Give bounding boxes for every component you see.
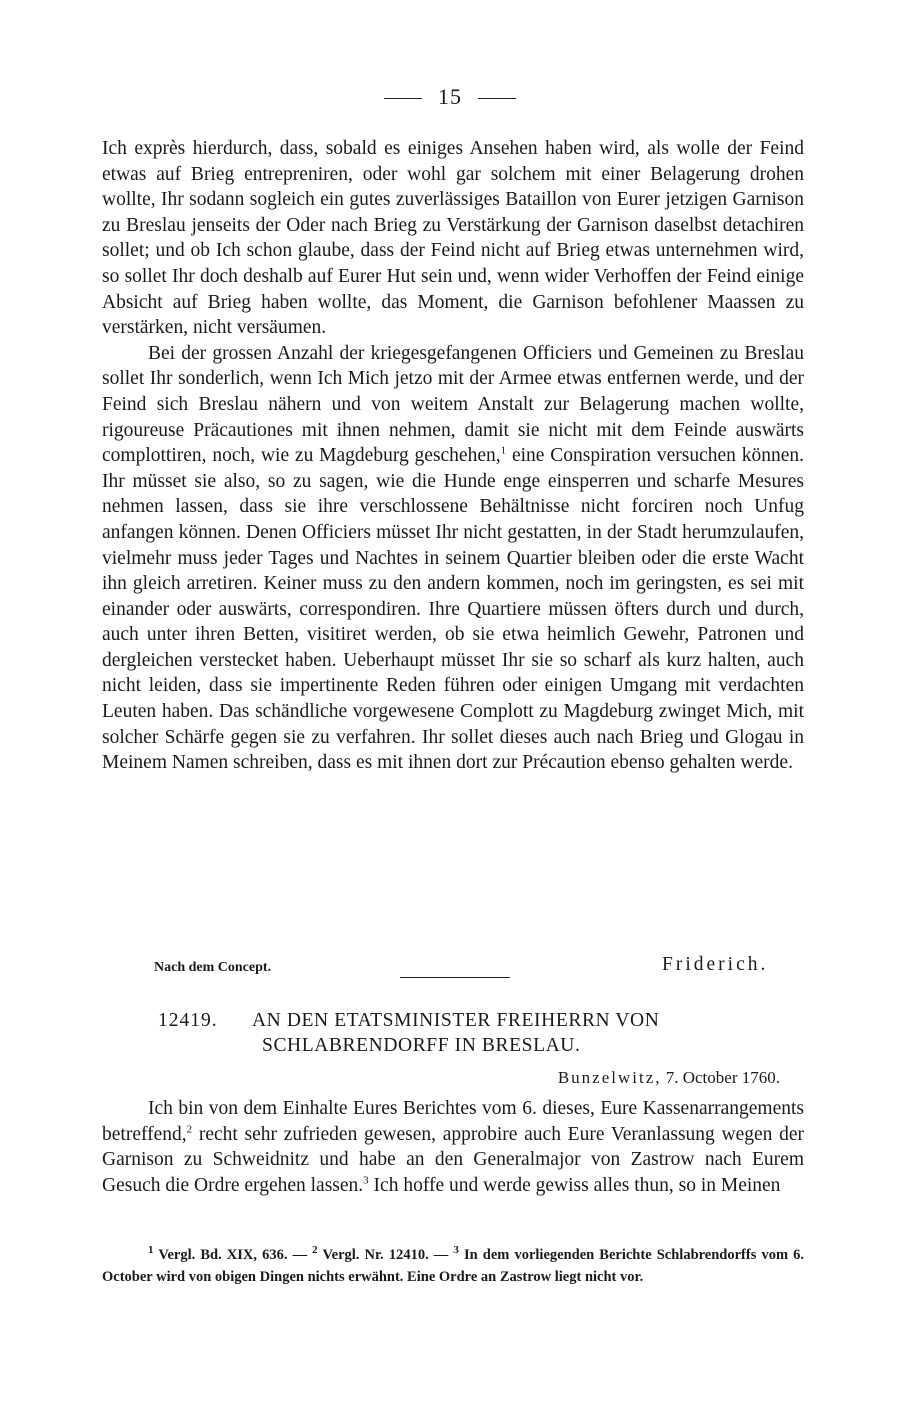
footnote-2-text: Vergl. Nr. 12410. — [322,1247,449,1263]
dateline [558,1068,780,1088]
footnote-3-mark: 3 [453,1244,459,1257]
separator-rule [400,977,510,978]
footnotes [102,1244,804,1288]
letter1-paragraph-2 [102,341,804,776]
source-note: Nach dem Concept. [154,960,272,975]
signature: Friderich. [662,954,769,975]
footnote-3-text: In dem vorliegenden Berichte Schlabrendorffs vom 6. October wird von obigen Dingen nichts erwähnt. Eine Ordre an Zastrow liegt nicht vor. [102,1247,804,1285]
dateline-place: Bunzelwitz, [557,1068,662,1087]
letter1-paragraph-2-part1: Bei der grossen Anzahl der kriegesgefangenen Officiers und Gemeinen zu Breslau sollet Ihr sonderlich, wenn Ich Mich jetzo mit der Armee etwas entfernen werde, und der Feind sich Breslau nähern und von weitem Anstalt zur Belagerung machen wollte, rigoureuse Präcautiones mit ihnen nehmen, damit sie nicht mit dem Feinde auswärts complottiren, noch, wie zu Magdeburg geschehen, [102,342,804,467]
letter2-text-1: Ich bin von dem Einhalte Eures Berichtes vom 6. dieses, Eure Kassenarrangements betreffend, [102,1098,804,1145]
letter2-text-3: Ich hoffe und werde gewiss alles thun, so in Meinen [373,1174,781,1196]
footnote-1-text: Vergl. Bd. XIX, 636. — [158,1247,308,1263]
heading-line-2: SCHLABRENDORFF IN BRESLAU. [262,1035,581,1056]
letter-continuation [102,136,804,776]
letter2-text-2: recht sehr zufrieden gewesen, approbire auch Eure Veranlassung wegen der Garnison zu Schweidnitz und habe an den Generalmajor von Zastrow nach Eurem Gesuch die Ordre ergehen lassen. [102,1123,804,1196]
header-dash-left [384,98,422,99]
footnotes-block [102,1244,804,1288]
letter-12419-body [102,1096,804,1198]
letter1-paragraph-1: Ich exprès hierdurch, dass, sobald es einiges Ansehen haben wird, als wolle der Feind etwas auf Brieg entrepreniren, oder wohl gar solchem mit einer Belagerung drohen wollte, Ihr sodann sogleich ein gutes zuverlässiges Bataillon von Eurer jetzigen Garnison zu Breslau jenseits der Oder nach Brieg zu Verstärkung der Garnison daselbst detachiren sollet; und ob Ich schon glaube, dass der Feind nicht auf Brieg etwas unternehmen wird, so sollet Ihr doch deshalb auf Eurer Hut sein und, wenn wider Verhoffen der Feind einige Absicht auf Brieg haben wollte, das Moment, die Garnison befohlener Maassen zu verstärken, nicht versäumen. [102,138,804,339]
page-number: 15 [438,84,462,109]
letter1-paragraph-2-part2: eine Conspiration versuchen können. Ihr müsset sie also, so zu sagen, wie die Hunde enge einsperren und scharfe Mesures nehmen lassen, dass sie ihre verschlossene Behältnisse nicht forciren noch Unfug anfangen können. Denen Officiers müsset Ihr nicht gestatten, in der Stadt herumzulaufen, vielmehr muss jeder Tages und Nachtes in seinem Quartier bleiben oder die erste Wacht ihn gleich arretiren. Keiner muss zu den andern kommen, noch im geringsten, es sei mit einander oder auswärts, correspondiren. Ihre Quartiere müssen öfters durch und durch, auch unter ihren Betten, visitiret werden, ob sie etwa heimlich Gewehr, Patronen und dergleichen verstecket haben. Ueberhaupt müsset Ihr sie so scharf als kurz halten, auch nicht leiden, dass sie impertinente Reden führen oder einigen Umgang mit verdachten Leuten haben. Das schändliche vorgewesene Complott zu Magdeburg zwinget Mich, mit solcher Schärfe gegen sie zu verfahren. Ihr sollet dieses auch nach Brieg und Glogau in Meinem Namen schreiben, dass es mit ihnen dort zur Précaution ebenso gehalten werde. [102,445,804,774]
document-number: 12419. [158,1010,218,1031]
footnote-ref-2: 2 [186,1123,193,1136]
dateline-date: 7. October 1760. [665,1068,780,1087]
footnote-2-mark: 2 [312,1244,318,1257]
letter2-paragraph-1 [102,1096,804,1198]
page-header [0,84,900,110]
header-dash-right [478,98,516,99]
footnote-ref-1: 1 [500,444,507,457]
footnote-ref-3: 3 [363,1174,369,1187]
heading-line-1: AN DEN ETATSMINISTER FREIHERRN VON [252,1010,660,1031]
footnote-1-mark: 1 [148,1244,154,1257]
